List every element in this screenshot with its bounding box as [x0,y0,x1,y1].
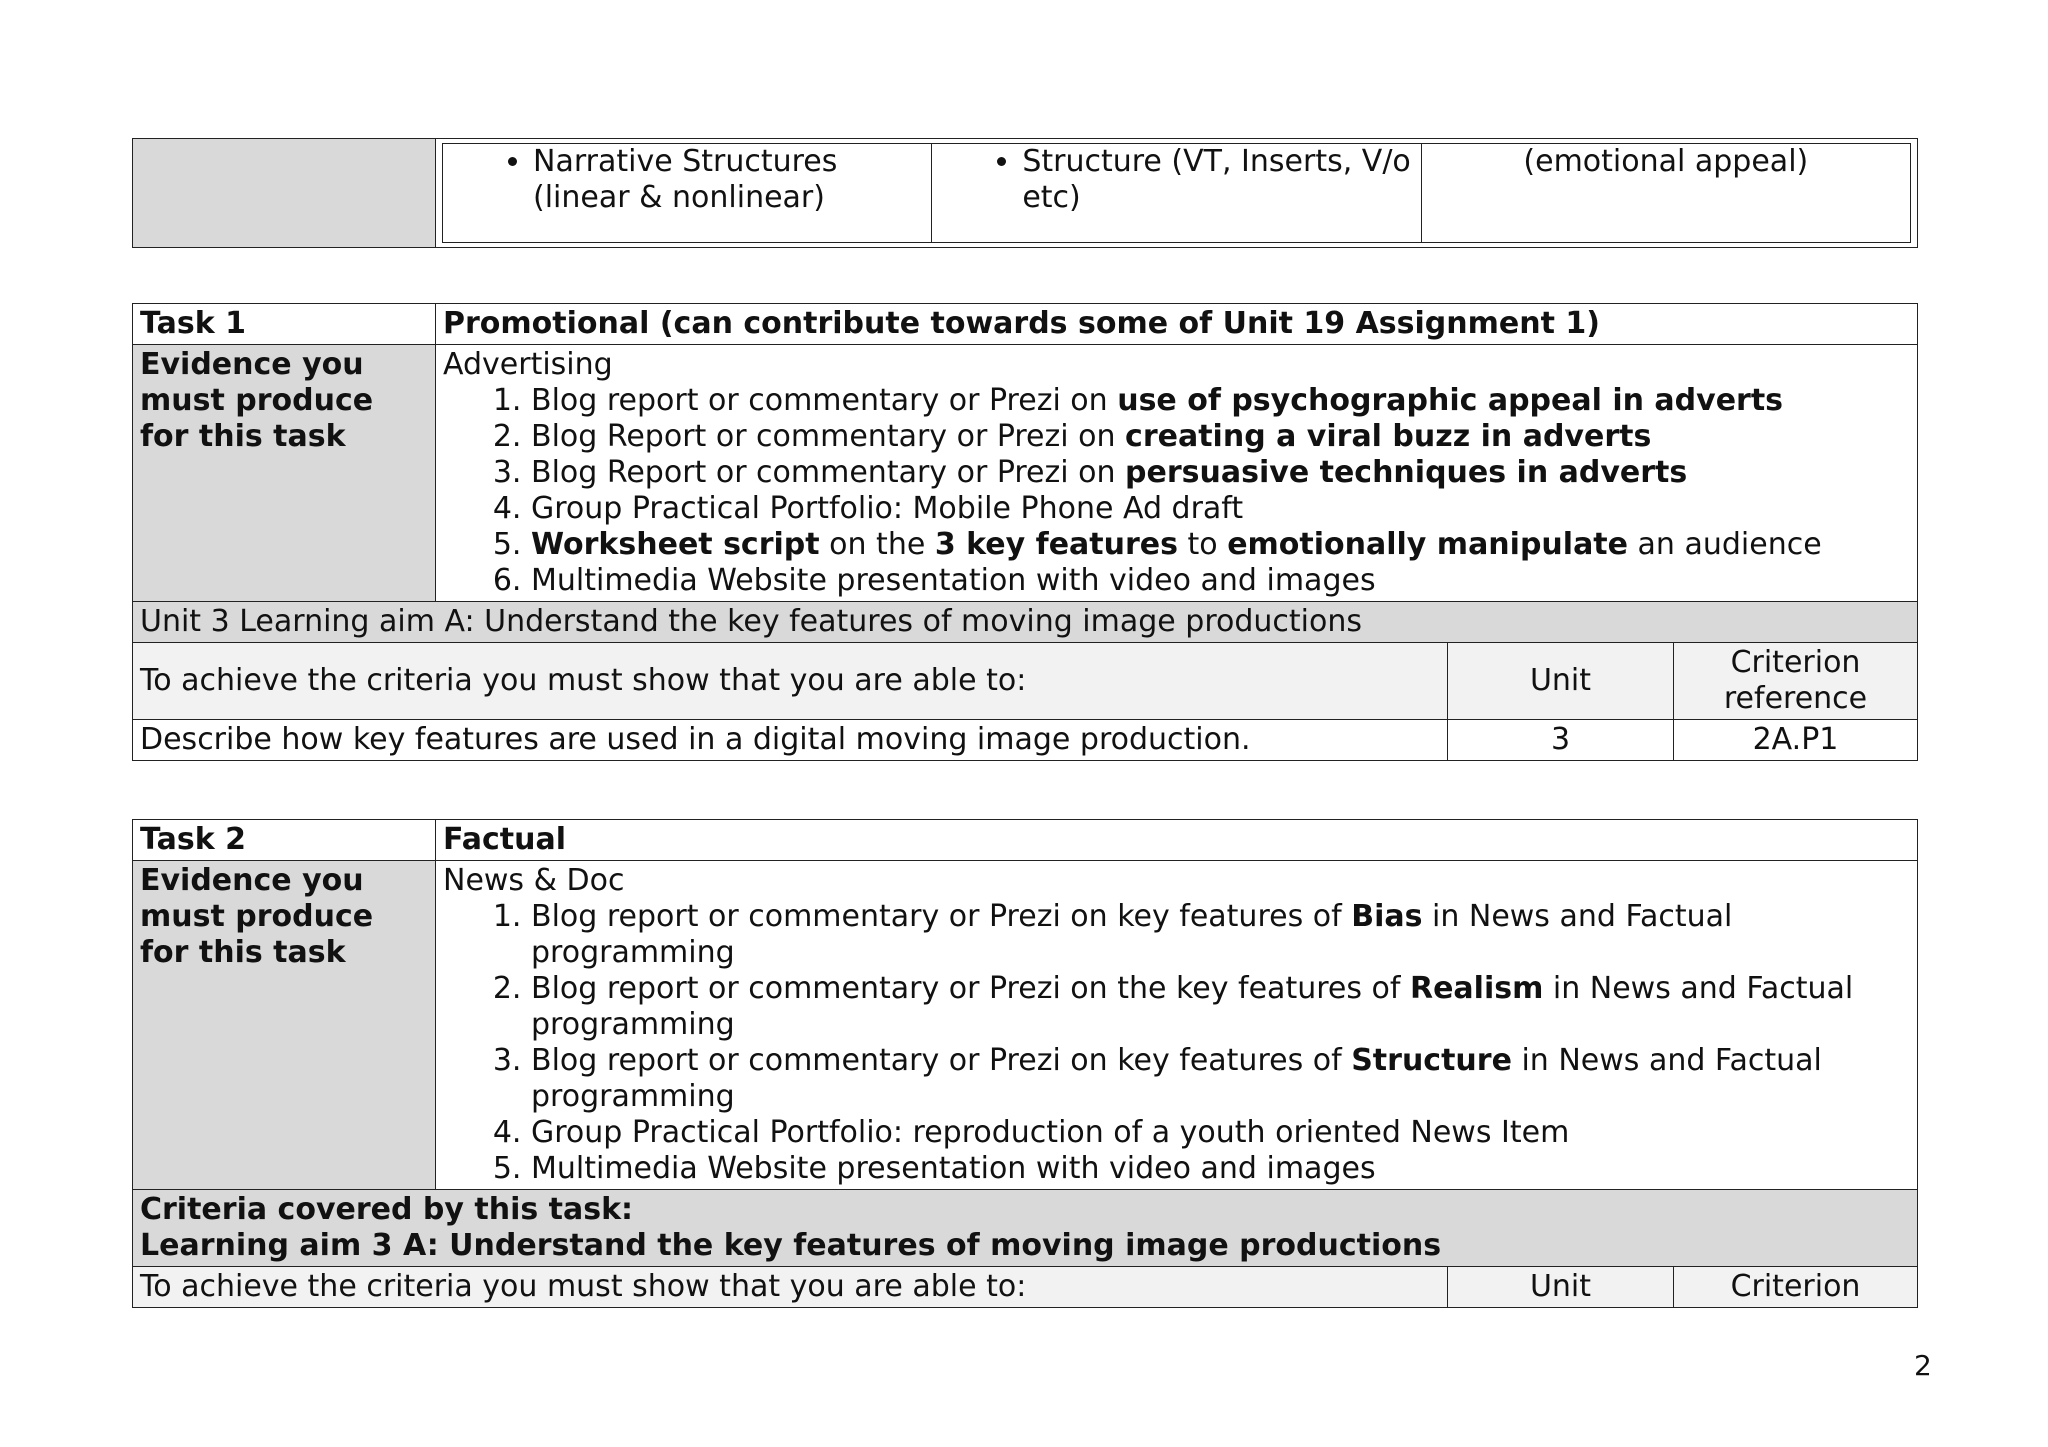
evidence-item [531,971,1910,1043]
continuation-label-cell [133,139,436,248]
page-number: 2 [1914,1349,1932,1382]
evidence-item [531,383,1910,419]
evidence-text: Multimedia Website presentation with video and images [531,563,1376,598]
task-1-criterion-header: Criterion reference [1674,643,1918,720]
evidence-text: Blog report or commentary or Prezi on key features of [531,1043,1352,1078]
evidence-item [531,455,1910,491]
evidence-text: an audience [1628,527,1822,562]
evidence-text: Blog report or commentary or Prezi on the key features of [531,971,1410,1006]
task-1-unit-header: Unit [1448,643,1674,720]
continuation-table [132,138,1918,248]
evidence-bold-text: emotionally manipulate [1227,527,1628,562]
task-2-evidence [436,861,1918,1190]
task-1-table [132,303,1918,761]
task-2-criteria-block [133,1190,1918,1267]
evidence-text: Blog report or commentary or Prezi on [531,383,1118,418]
evidence-text: Blog Report or commentary or Prezi on [531,455,1126,490]
evidence-item [531,899,1910,971]
task-2-aim: Learning aim 3 A: Understand the key features of moving image productions [140,1228,1442,1263]
task-2-table [132,819,1918,1308]
evidence-bold-text: use of psychographic appeal in adverts [1117,383,1784,418]
task-1-criteria-header: To achieve the criteria you must show that you are able to: [133,643,1448,720]
evidence-bold-text: Structure [1351,1043,1512,1078]
task-1-label: Task 1 [133,304,436,345]
task-2-criterion-header: Criterion [1674,1267,1918,1308]
task-1-evidence [436,345,1918,602]
evidence-item [531,527,1910,563]
task-2-criteria-title: Criteria covered by this task: [140,1192,634,1227]
evidence-item [531,419,1910,455]
evidence-item [531,491,1910,527]
evidence-item [531,1043,1910,1115]
task-1-evidence-label: Evidence you must produce for this task [133,345,436,602]
task-1-title: Promotional (can contribute towards some of Unit 19 Assignment 1) [436,304,1918,345]
evidence-text: Group Practical Portfolio: Mobile Phone Ad draft [531,491,1244,526]
evidence-item [531,1115,1910,1151]
continuation-inner-table [442,143,1911,243]
evidence-bold-text: Bias [1351,899,1423,934]
evidence-bold-text: Worksheet script [531,527,820,562]
evidence-text: on the [819,527,935,562]
task-1-section-title: Advertising [443,347,613,382]
task-2-label: Task 2 [133,820,436,861]
task-2-evidence-list [443,899,1910,1187]
bullet-item: • Narrative Structures (linear & nonlinear) [533,144,931,216]
task-1-criteria-unit: 3 [1448,720,1674,761]
evidence-bold-text: Realism [1409,971,1544,1006]
task-2-unit-header: Unit [1448,1267,1674,1308]
continuation-col-1-list [443,144,931,216]
evidence-text: Blog Report or commentary or Prezi on [531,419,1126,454]
continuation-content-cell [436,139,1918,248]
evidence-item [531,563,1910,599]
evidence-text: Blog report or commentary or Prezi on key features of [531,899,1352,934]
task-1-aim: Unit 3 Learning aim A: Understand the key features of moving image productions [133,602,1918,643]
continuation-col-3: (emotional appeal) [1421,144,1910,243]
evidence-text: Group Practical Portfolio: reproduction of a youth oriented News Item [531,1115,1570,1150]
evidence-text: in News and Factual programming [531,971,1854,1042]
continuation-col-2 [932,144,1421,243]
evidence-bold-text: persuasive techniques in adverts [1125,455,1688,490]
task-2-evidence-label: Evidence you must produce for this task [133,861,436,1190]
task-2-criteria-header: To achieve the criteria you must show that you are able to: [133,1267,1448,1308]
evidence-text: in News and Factual programming [531,899,1733,970]
bullet-item: • Structure (VT, Inserts, V/o etc) [1022,144,1420,216]
task-2-section-title: News & Doc [443,863,625,898]
evidence-bold-text: creating a viral buzz in adverts [1125,419,1652,454]
evidence-text: in News and Factual programming [531,1043,1822,1114]
continuation-col-1 [443,144,932,243]
evidence-text: to [1177,527,1228,562]
task-1-criteria-desc: Describe how key features are used in a digital moving image production. [133,720,1448,761]
task-1-evidence-list [443,383,1910,599]
continuation-col-2-list [932,144,1420,216]
task-2-title: Factual [436,820,1918,861]
evidence-bold-text: 3 key features [934,527,1178,562]
task-1-criteria-ref: 2A.P1 [1674,720,1918,761]
evidence-item [531,1151,1910,1187]
evidence-text: Multimedia Website presentation with video and images [531,1151,1376,1186]
